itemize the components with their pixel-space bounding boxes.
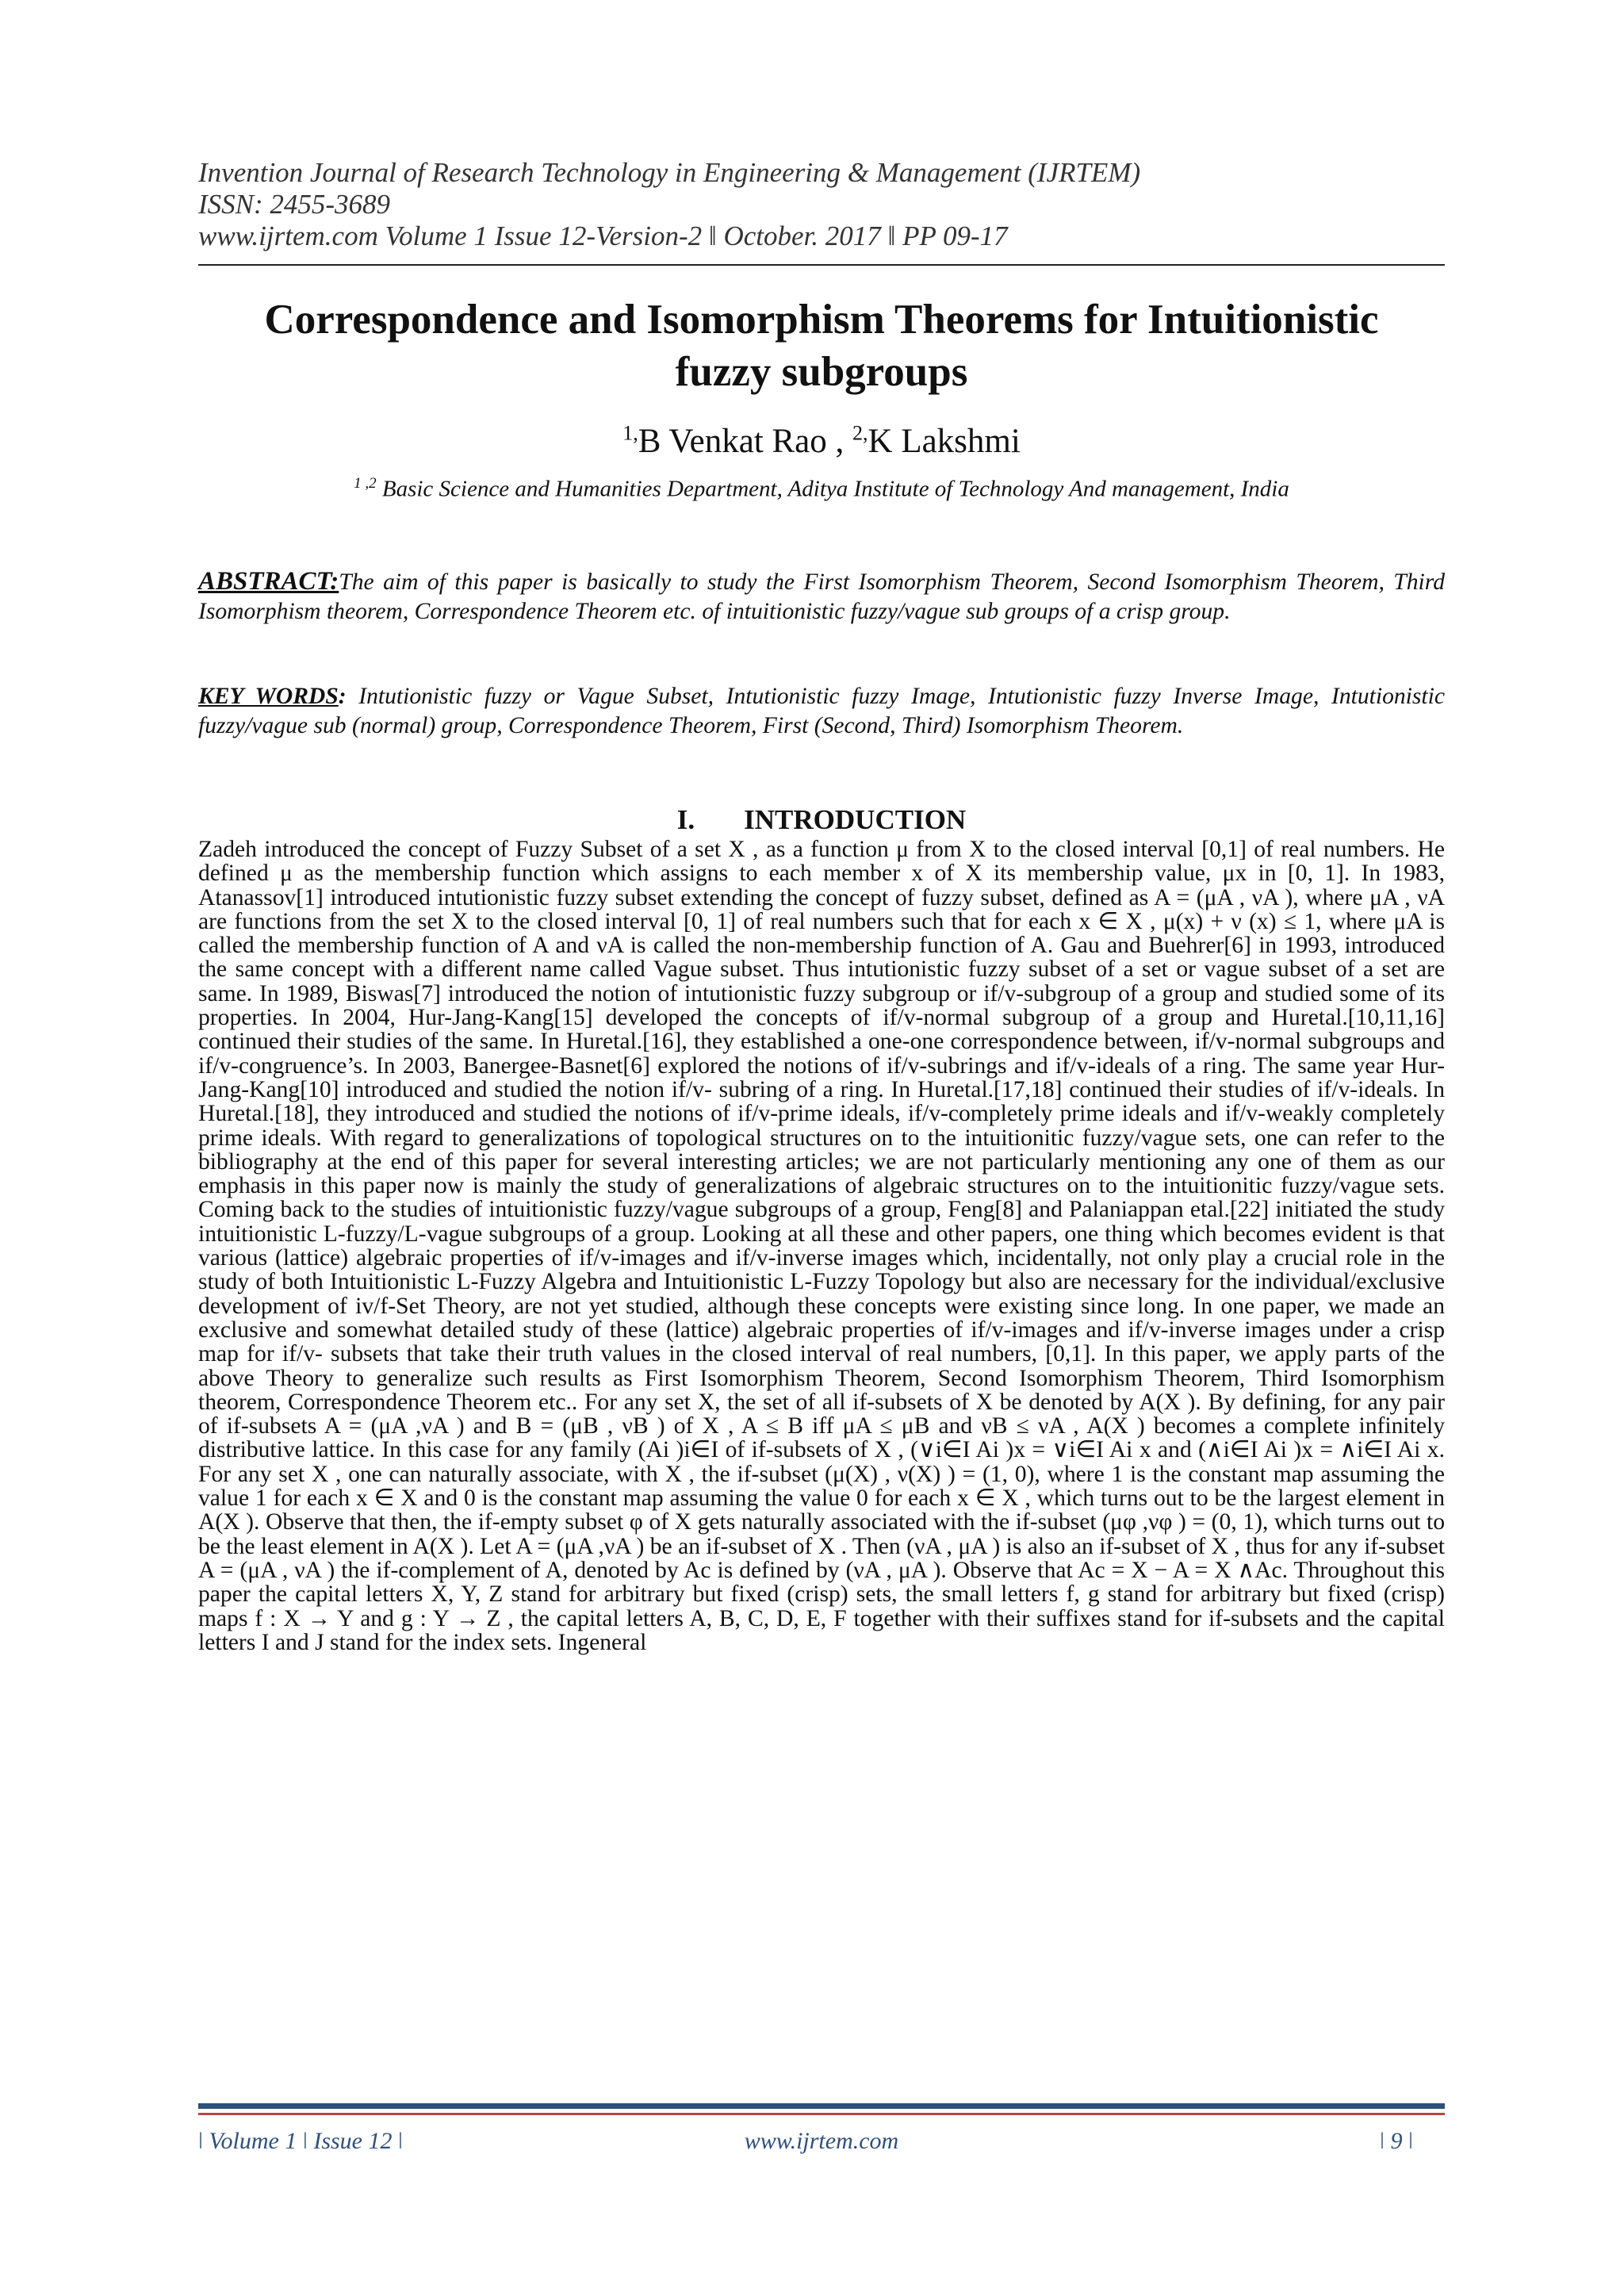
journal-issn: ISSN: 2455-3689 <box>198 189 391 220</box>
author-2-superscript: 2, <box>852 421 868 445</box>
footer-page-number: ǀ 9 ǀ <box>1379 2128 1413 2154</box>
section-heading-introduction <box>198 803 1445 838</box>
section-number: I. <box>676 804 695 835</box>
author-2-name: K Lakshmi <box>868 423 1021 460</box>
affiliation-superscript: 1 ,2 <box>354 475 377 492</box>
keywords-text: Intutionistic fuzzy or Vague Subset, Intutionistic fuzzy Image, Intutionistic fuzzy Inverse Image, Intutionistic fuzzy/vague sub (normal) group, Correspondence Theorem, First (Second, Third) Isomorphism Theorem. <box>198 684 1445 738</box>
keywords-colon: : <box>338 684 347 709</box>
section-title: INTRODUCTION <box>744 804 967 835</box>
abstract-label: ABSTRACT: <box>198 567 339 596</box>
journal-volume-line: www.ijrtem.com Volume 1 Issue 12-Version-2 ǁ October. 2017 ǁ PP 09-17 <box>198 220 1008 251</box>
affiliation-text: Basic Science and Humanities Department, Aditya Institute of Technology And management, India <box>376 476 1289 502</box>
abstract-text: The aim of this paper is basically to study the First Isomorphism Theorem, Second Isomorphism Theorem, Third Isomorphism theorem, Correspondence Theorem etc. of intuitionistic fuzzy/vague sub groups of a crisp group. <box>198 569 1445 624</box>
footer-website-link[interactable]: www.ijrtem.com <box>744 2128 899 2154</box>
page-footer <box>198 2125 1445 2157</box>
footer-rule-blue <box>198 2103 1445 2109</box>
author-1-name: B Venkat Rao , <box>638 423 853 460</box>
keywords-label: KEY WORDS <box>198 684 339 709</box>
affiliation <box>198 470 1445 504</box>
keywords <box>198 682 1445 740</box>
paper-title-line-2: fuzzy subgroups <box>675 349 968 395</box>
footer-volume-issue: ǀ Volume 1 ǀ Issue 12 ǀ <box>198 2128 403 2154</box>
header-divider <box>198 264 1445 266</box>
author-line <box>198 420 1445 463</box>
footer-rule-red <box>198 2113 1445 2115</box>
journal-name: Invention Journal of Research Technology in Engineering & Management (IJRTEM) <box>198 157 1141 188</box>
journal-header <box>198 157 1445 252</box>
paper-title <box>198 293 1445 398</box>
author-1-superscript: 1, <box>622 421 638 445</box>
introduction-paragraph: Zadeh introduced the concept of Fuzzy Subset of a set X , as a function μ from X to the closed interval [0,1] of real numbers. He defined μ as the membership function which assigns to each member x of X its membership value, μx in [0, 1]. In 1983, Atanassov[1] introduced intutionistic fuzzy subset extending the concept of fuzzy subset, defined as A = (μA , νA ), where μA , νA are functions from the set X to the closed interval [0, 1] of real numbers such that for each x ∈ X , μ(x) + ν (x) ≤ 1, where μA is called the membership function of A and νA is called the non-membership function of A. Gau and Buehrer[6] in 1993, introduced the same concept with a different name called Vague subset. Thus intutionistic fuzzy subset of a set or vague subset of a set are same. In 1989, Biswas[7] introduced the notion of intutionistic fuzzy subgroup or if/v-subgroup of a group and studied some of its properties. In 2004, Hur-Jang-Kang[15] developed the concepts of if/v-normal subgroup of a group and Huretal.[10,11,16] continued their studies of the same. In Huretal.[16], they established a one-one correspondence between, if/v-normal subgroups and if/v-congruence’s. In 2003, Banergee-Basnet[6] explored the notions of if/v-subrings and if/v-ideals of a ring. The same year Hur-Jang-Kang[10] introduced and studied the notion if/v- subring of a ring. In Huretal.[17,18] continued their studies of if/v-ideals. In Huretal.[18], they introduced and studied the notions of if/v-prime ideals, if/v-completely prime ideals and if/v-weakly completely prime ideals. With regard to generalizations of topological structures on to the intuitionitic fuzzy/vague sets, one can refer to the bibliography at the end of this paper for several interesting articles; we are not particularly mentioning any one of them as our emphasis in this paper now is mainly the study of generalizations of algebraic structures on to the intuitionitic fuzzy/vague sets. Coming back to the studies of intuitionistic fuzzy/vague subgroups of a group, Feng[8] and Palaniappan etal.[22] initiated the study intuitionistic L-fuzzy/L-vague subgroups of a group. Looking at all these and other papers, one thing which becomes evident is that various (lattice) algebraic properties of if/v-images and if/v-inverse images which, incidentally, not only play a crucial role in the study of both Intuitionistic L-Fuzzy Algebra and Intuitionistic L-Fuzzy Topology but also are necessary for the individual/exclusive development of iv/f-Set Theory, are not yet studied, although these concepts were existing since long. In one paper, we made an exclusive and somewhat detailed study of these (lattice) algebraic properties of if/v-images and if/v-inverse images under a crisp map for if/v- subsets that take their truth values in the closed interval of real numbers, [0,1]. In this paper, we apply parts of the above Theory to generalize such results as First Isomorphism Theorem, Second Isomorphism Theorem, Third Isomorphism theorem, Correspondence Theorem etc.. For any set X, the set of all if-subsets of X be denoted by A(X ). By defining, for any pair of if-subsets A = (μA ,νA ) and B = (μB , νB ) of X , A ≤ B iff μA ≤ μB and νB ≤ νA , A(X ) becomes a complete infinitely distributive lattice. In this case for any family (Ai )i∈I of if-subsets of X , (∨i∈I Ai )x = ∨i∈I Ai x and (∧i∈I Ai )x = ∧i∈I Ai x. For any set X , one can naturally associate, with X , the if-subset (μ(X) , ν(X) ) = (1, 0), where 1 is the constant map assuming the value 1 for each x ∈ X and 0 is the constant map assuming the value 0 for each x ∈ X , which turns out to be the largest element in A(X ). Observe that then, the if-empty subset φ of X gets naturally associated with the if-subset (μφ ,νφ ) = (0, 1), which turns out to be the least element in A(X ). Let A = (μA ,νA ) be an if-subset of X . Then (νA , μA ) is also an if-subset of X , thus for any if-subset A = (μA , νA ) the if-complement of A, denoted by Ac is defined by (νA , μA ). Observe that Ac = X − A = X ∧Ac. Throughout this paper the capital letters X, Y, Z stand for arbitrary but fixed (crisp) sets, the small letters f, g stand for arbitrary but fixed (crisp) maps f : X → Y and g : Y → Z , the capital letters A, B, C, D, E, F together with their suffixes stand for if-subsets and the capital letters I and J stand for the index sets. Ingeneral <box>198 837 1445 1655</box>
paper-title-line-1: Correspondence and Isomorphism Theorems for Intuitionistic <box>264 297 1379 343</box>
abstract <box>198 567 1445 626</box>
